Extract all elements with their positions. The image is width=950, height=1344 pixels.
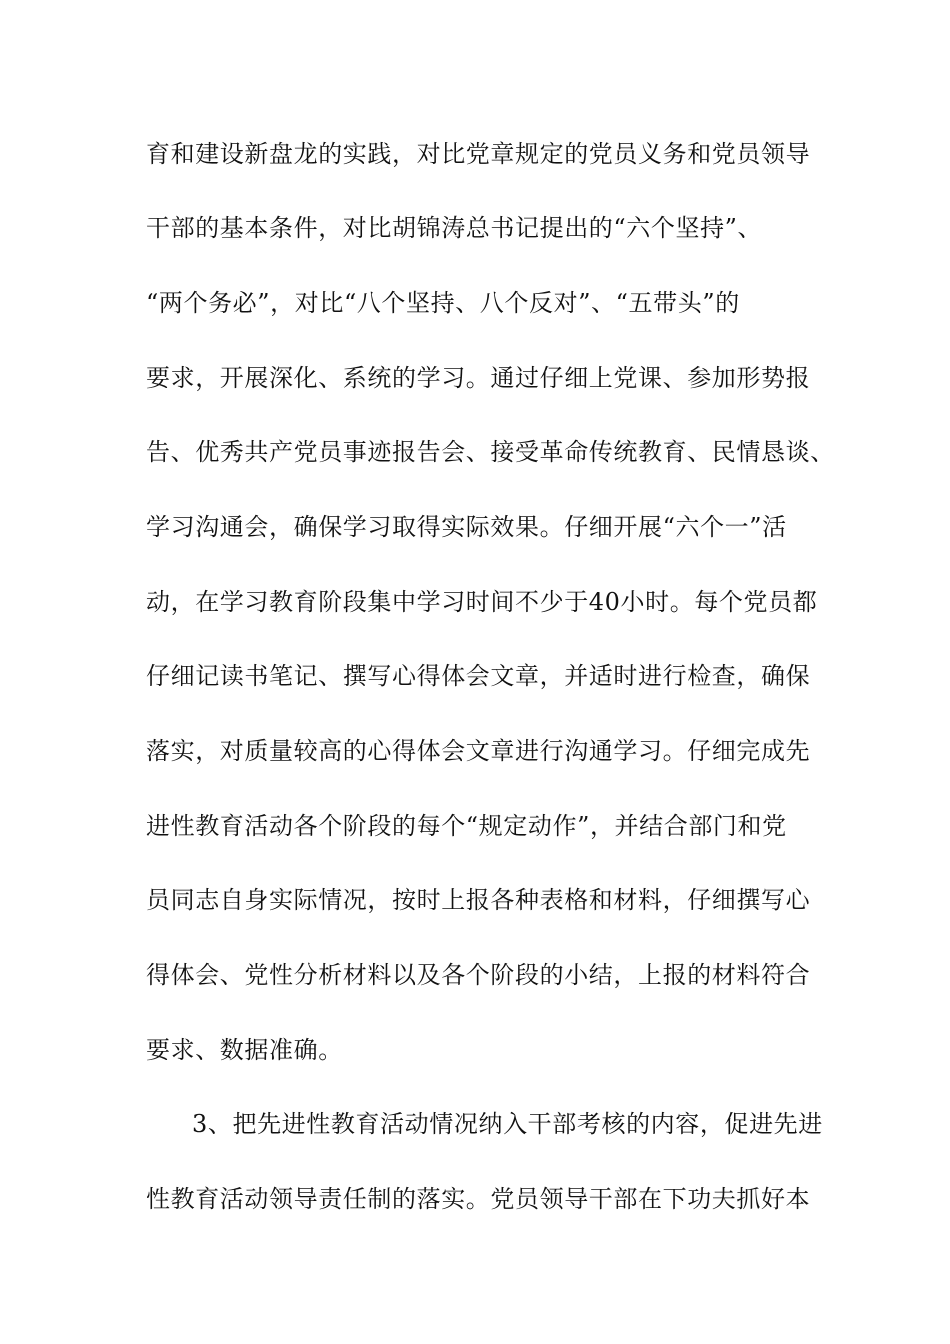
paragraph-line: 动，在学习教育阶段集中学习时间不少于40小时。每个党员都 — [146, 588, 818, 616]
paragraph-line: 员同志自身实际情况，按时上报各种表格和材料，仔细撰写心 — [146, 886, 811, 914]
paragraph-line-indented: 3、把先进性教育活动情况纳入干部考核的内容，促进先进 — [192, 1110, 823, 1138]
paragraph-line: 告、优秀共产党员事迹报告会、接受革命传统教育、民情恳谈、 — [146, 438, 835, 466]
paragraph-line: 落实，对质量较高的心得体会文章进行沟通学习。仔细完成先 — [146, 737, 811, 765]
paragraph-line: 要求，开展深化、系统的学习。通过仔细上党课、参加形势报 — [146, 364, 811, 392]
paragraph-line: 性教育活动领导责任制的落实。党员领导干部在下功夫抓好本 — [146, 1185, 811, 1213]
paragraph-line: 要求、数据准确。 — [146, 1036, 343, 1064]
paragraph-line: 仔细记读书笔记、撰写心得体会文章，并适时进行检查，确保 — [146, 662, 811, 690]
paragraph-line: 育和建设新盘龙的实践，对比党章规定的党员义务和党员领导 — [146, 140, 811, 168]
paragraph-line: 进性教育活动各个阶段的每个“规定动作”，并结合部门和党 — [146, 812, 787, 840]
paragraph-line: 学习沟通会，确保学习取得实际效果。仔细开展“六个一”活 — [146, 513, 787, 541]
paragraph-line: “两个务必”，对比“八个坚持、八个反对”、“五带头”的 — [146, 289, 740, 317]
paragraph-line: 得体会、党性分析材料以及各个阶段的小结，上报的材料符合 — [146, 961, 811, 989]
paragraph-line: 干部的基本条件，对比胡锦涛总书记提出的“六个坚持”、 — [146, 214, 763, 242]
